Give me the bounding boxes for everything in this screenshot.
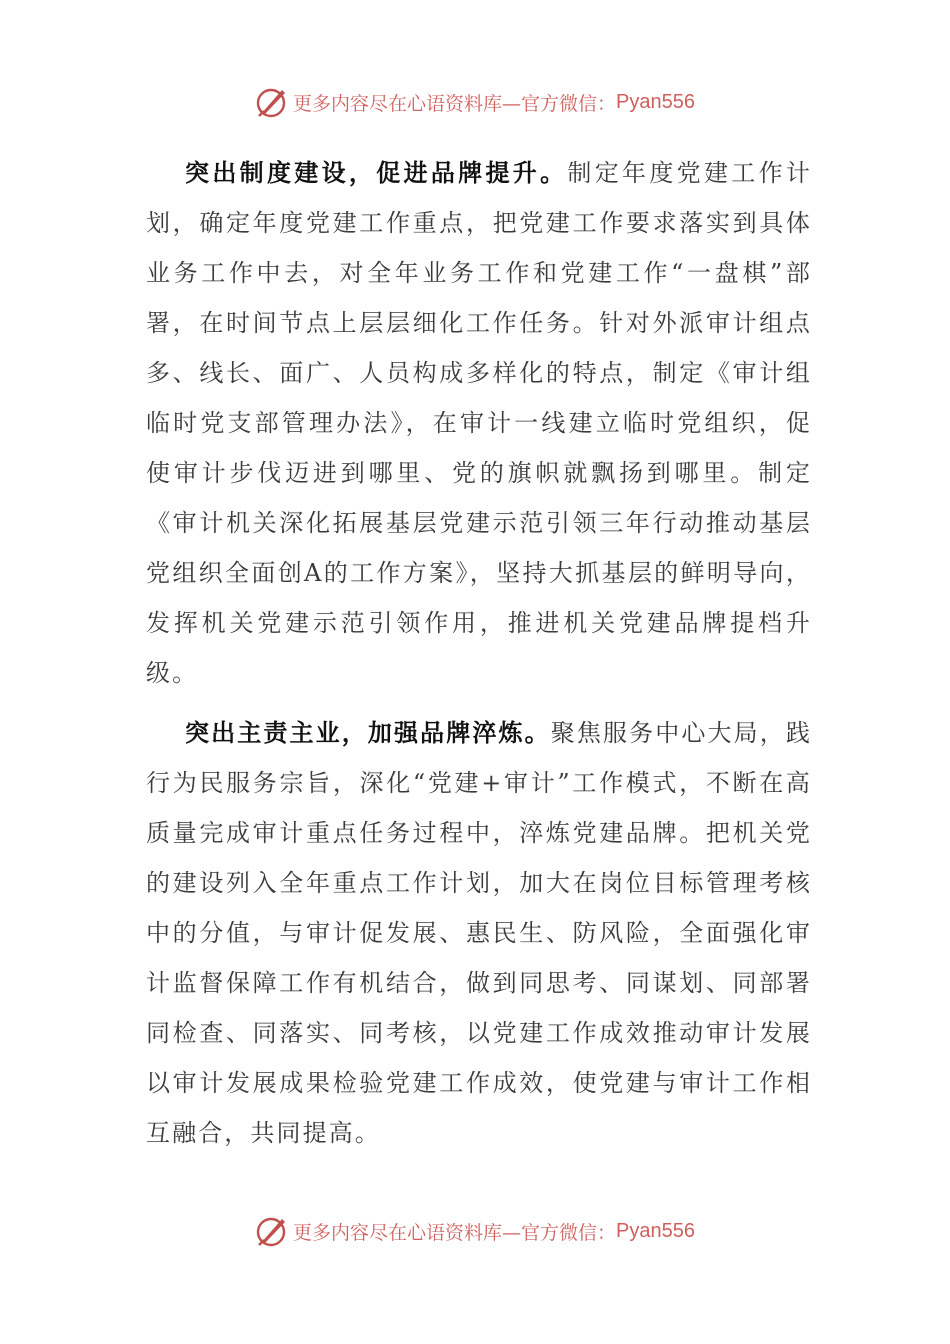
paragraph-text: 制定年度党建工作计划，确定年度党建工作重点，把党建工作要求落实到具体业务工作中去，对全年业务工作和党建工作“一盘棋”部署，在时间节点上层层细化工作任务。针对外派审计组点多、线长、面广、人员构成多样化的特点，制定《审计组临时党支部管理办法》，在审计一线建立临时党组织，促使审计步伐迈进到哪里、党的旗帜就飘扬到哪里。制定《审计机关深化拓展基层党建示范引领三年行动推动基层党组织全面创A的工作方案》，坚持大抓基层的鲜明导向，发挥机关党建示范引领作用，推进机关党建品牌提档升级。 <box>146 159 812 687</box>
banner-text: 更多内容尽在心语资料库—官方微信： <box>293 1221 617 1244</box>
wechat-id: Pyan556 <box>616 1219 695 1242</box>
paragraph-heading: 突出主责主业，加强品牌淬炼。 <box>185 719 551 747</box>
document-body <box>146 148 812 1168</box>
paragraph-2 <box>146 708 812 1158</box>
footer-watermark-banner <box>0 1211 950 1251</box>
paragraph-text: 聚焦服务中心大局，践行为民服务宗旨，深化“党建+审计”工作模式，不断在高质量完成审计重点任务过程中，淬炼党建品牌。把机关党的建设列入全年重点工作计划，加大在岗位目标管理考核中的分值，与审计促发展、惠民生、防风险，全面强化审计监督保障工作有机结合，做到同思考、同谋划、同部署同检查、同落实、同考核，以党建工作成效推动审计发展以审计发展成果检验党建工作成效，使党建与审计工作相互融合，共同提高。 <box>146 719 812 1147</box>
quill-logo-icon <box>255 1214 289 1248</box>
wechat-id: Pyan556 <box>616 90 695 113</box>
paragraph-heading: 突出制度建设，促进品牌提升。 <box>185 159 568 187</box>
banner-text: 更多内容尽在心语资料库—官方微信： <box>293 92 617 115</box>
header-watermark-banner <box>0 82 950 122</box>
quill-logo-icon <box>255 85 289 119</box>
paragraph-1 <box>146 148 812 698</box>
